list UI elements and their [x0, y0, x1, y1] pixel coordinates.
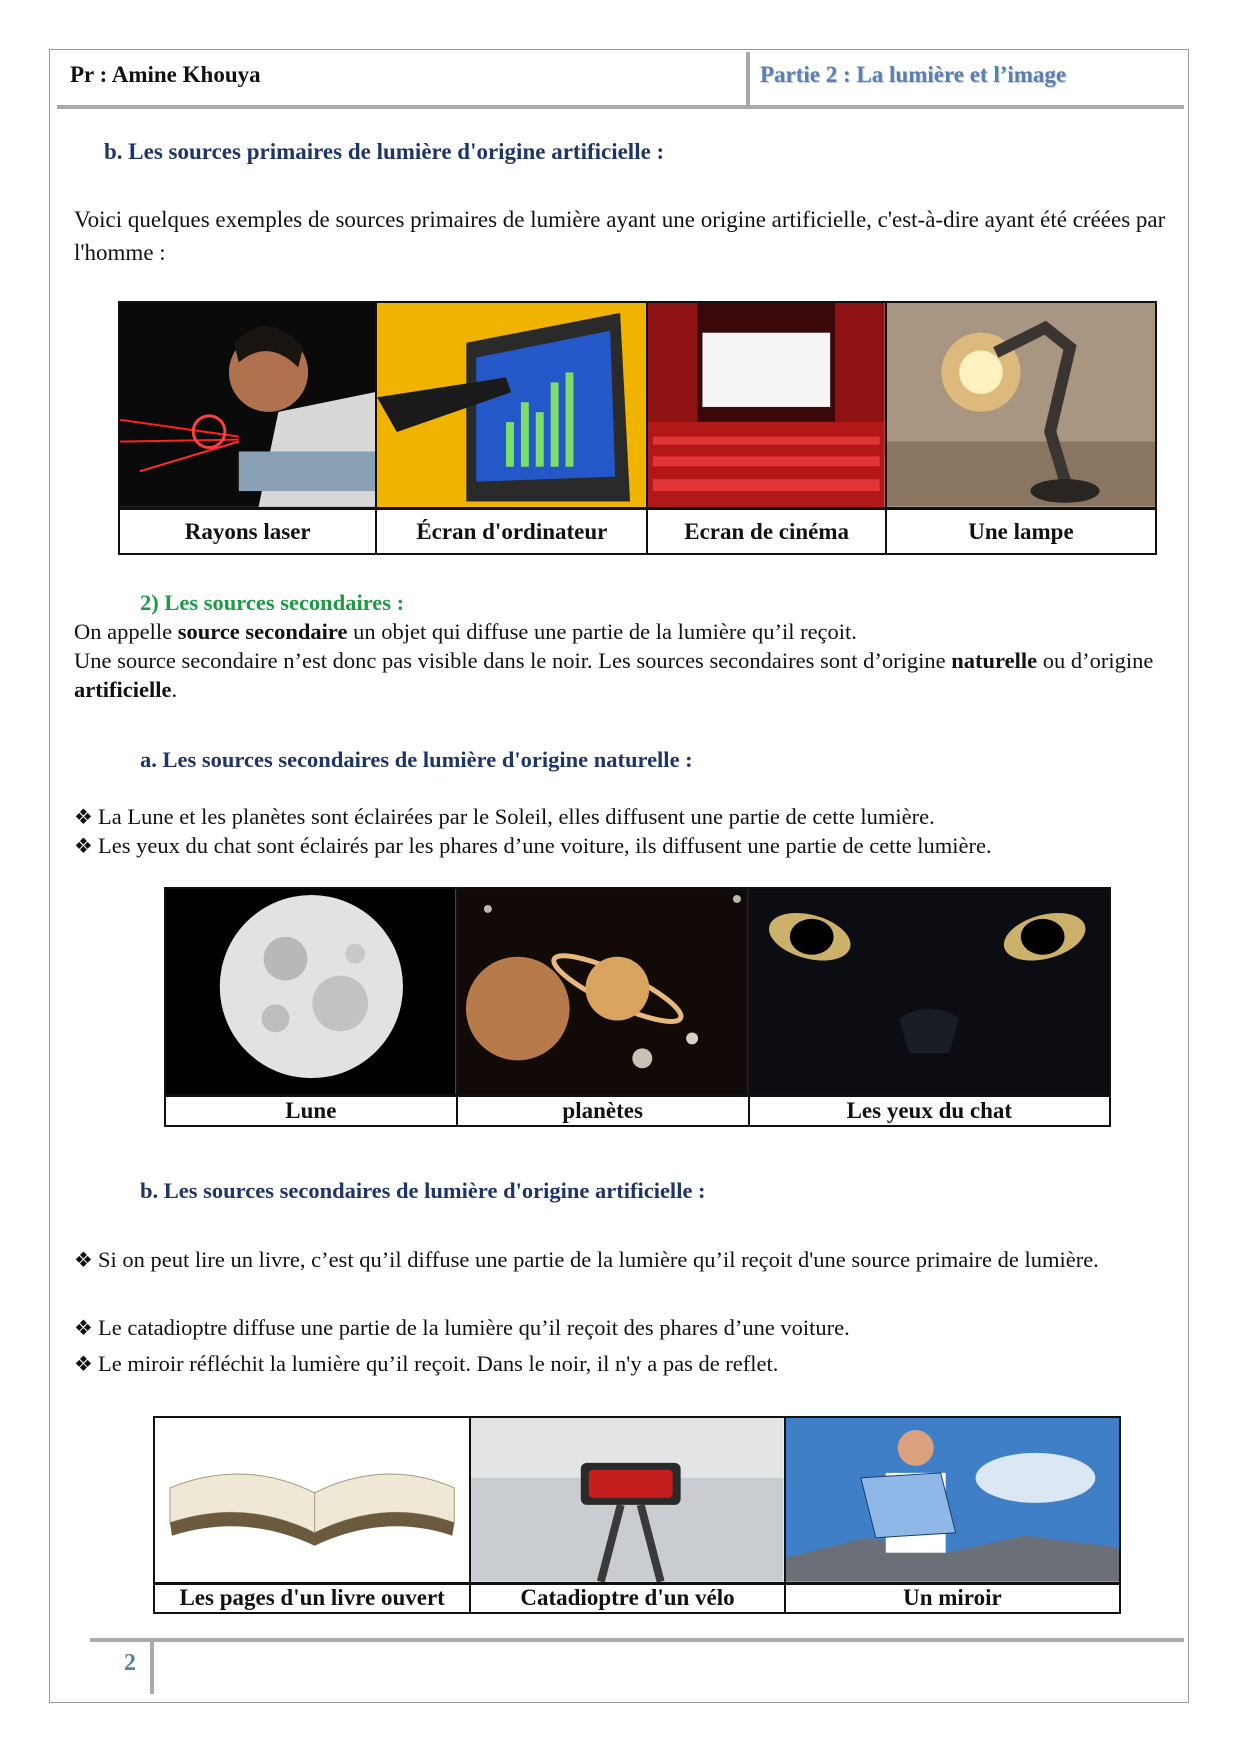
- laser-image: [119, 302, 376, 509]
- heading-secondary-sources: 2) Les sources secondaires :: [140, 590, 405, 615]
- footer-separator: [150, 1640, 154, 1694]
- natural-secondary-table: [164, 887, 1111, 1127]
- diamond-bullet-icon: ❖: [74, 1316, 93, 1340]
- header-separator: [746, 52, 750, 108]
- bullet-text: Le miroir réfléchit la lumière qu’il reçoit. Dans le noir, il n'y a pas de reflet.: [98, 1351, 779, 1376]
- intro-paragraph: Voici quelques exemples de sources primaires de lumière ayant une origine artificielle, c'est-à-dire ayant été créées par l'homme :: [74, 207, 1166, 265]
- bullet-book: [74, 1245, 1174, 1275]
- heading-secondary-natural: a. Les sources secondaires de lumière d'origine naturelle :: [140, 747, 693, 772]
- header-rule: [57, 105, 1184, 109]
- caption-mirror: Un miroir: [785, 1583, 1120, 1613]
- mirror-image: [785, 1417, 1120, 1583]
- definition-text-2: un objet qui diffuse une partie de la lumière qu’il reçoit.: [347, 619, 857, 644]
- caption-laser: Rayons laser: [119, 509, 376, 554]
- page-number: 2: [124, 1650, 136, 1676]
- caption-planets: planètes: [457, 1096, 749, 1126]
- bullet-reflector: [74, 1313, 850, 1343]
- definition-term: source secondaire: [177, 619, 348, 644]
- footer-rule: [90, 1638, 1184, 1642]
- bullet-text: Les yeux du chat sont éclairés par les phares d’une voiture, ils diffusent une partie de cette lumière.: [98, 833, 992, 858]
- book-image: [154, 1417, 470, 1583]
- diamond-bullet-icon: ❖: [74, 834, 93, 858]
- planets-image: [457, 888, 749, 1096]
- definition-text-1: On appelle: [74, 619, 178, 644]
- heading-primary-artificial: b. Les sources primaires de lumière d'origine artificielle :: [104, 139, 665, 164]
- primary-sources-table: [118, 301, 1157, 555]
- caption-bike-reflector: Catadioptre d'un vélo: [470, 1583, 784, 1613]
- bullet-text: Si on peut lire un livre, c’est qu’il diffuse une partie de la lumière qu’il reçoit d'une source primaire de lumière.: [98, 1247, 1099, 1272]
- bullet-text: La Lune et les planètes sont éclairées par le Soleil, elles diffusent une partie de cette lumière.: [98, 804, 935, 829]
- computer-screen-image: [376, 302, 647, 509]
- caption-computer-screen: Écran d'ordinateur: [376, 509, 647, 554]
- author: Pr : Amine Khouya: [70, 62, 261, 87]
- diamond-bullet-icon: ❖: [74, 805, 93, 829]
- heading-secondary-artificial: b. Les sources secondaires de lumière d'origine artificielle :: [140, 1178, 706, 1203]
- diamond-bullet-icon: ❖: [74, 1248, 93, 1272]
- term-naturelle: naturelle: [951, 648, 1038, 673]
- caption-book: Les pages d'un livre ouvert: [154, 1583, 470, 1613]
- cinema-screen-image: [647, 302, 886, 509]
- bullet-cat-eyes: [74, 831, 992, 861]
- caption-lamp: Une lampe: [886, 509, 1156, 554]
- lamp-image: [886, 302, 1156, 509]
- caption-cat-eyes: Les yeux du chat: [749, 1096, 1110, 1126]
- secondary-text-1: Une source secondaire n’est donc pas visible dans le noir. Les sources secondaires sont d’origine: [74, 648, 952, 673]
- artificial-secondary-table: [153, 1416, 1121, 1614]
- secondary-text-3: .: [171, 677, 178, 702]
- diamond-bullet-icon: ❖: [74, 1352, 93, 1376]
- secondary-text-2: ou d’origine: [1037, 648, 1154, 673]
- bullet-text: Le catadioptre diffuse une partie de la lumière qu’il reçoit des phares d’une voiture.: [98, 1315, 850, 1340]
- term-artificielle: artificielle: [74, 677, 172, 702]
- part-title: Partie 2 : La lumière et l’image: [760, 62, 1067, 87]
- moon-image: [165, 888, 457, 1096]
- bullet-moon-planets: [74, 802, 935, 832]
- caption-moon: Lune: [165, 1096, 457, 1126]
- bullet-mirror: [74, 1349, 778, 1379]
- bike-reflector-image: [470, 1417, 784, 1583]
- secondary-definition: [74, 617, 1184, 704]
- cat-eyes-image: [749, 888, 1110, 1096]
- caption-cinema-screen: Ecran de cinéma: [647, 509, 886, 554]
